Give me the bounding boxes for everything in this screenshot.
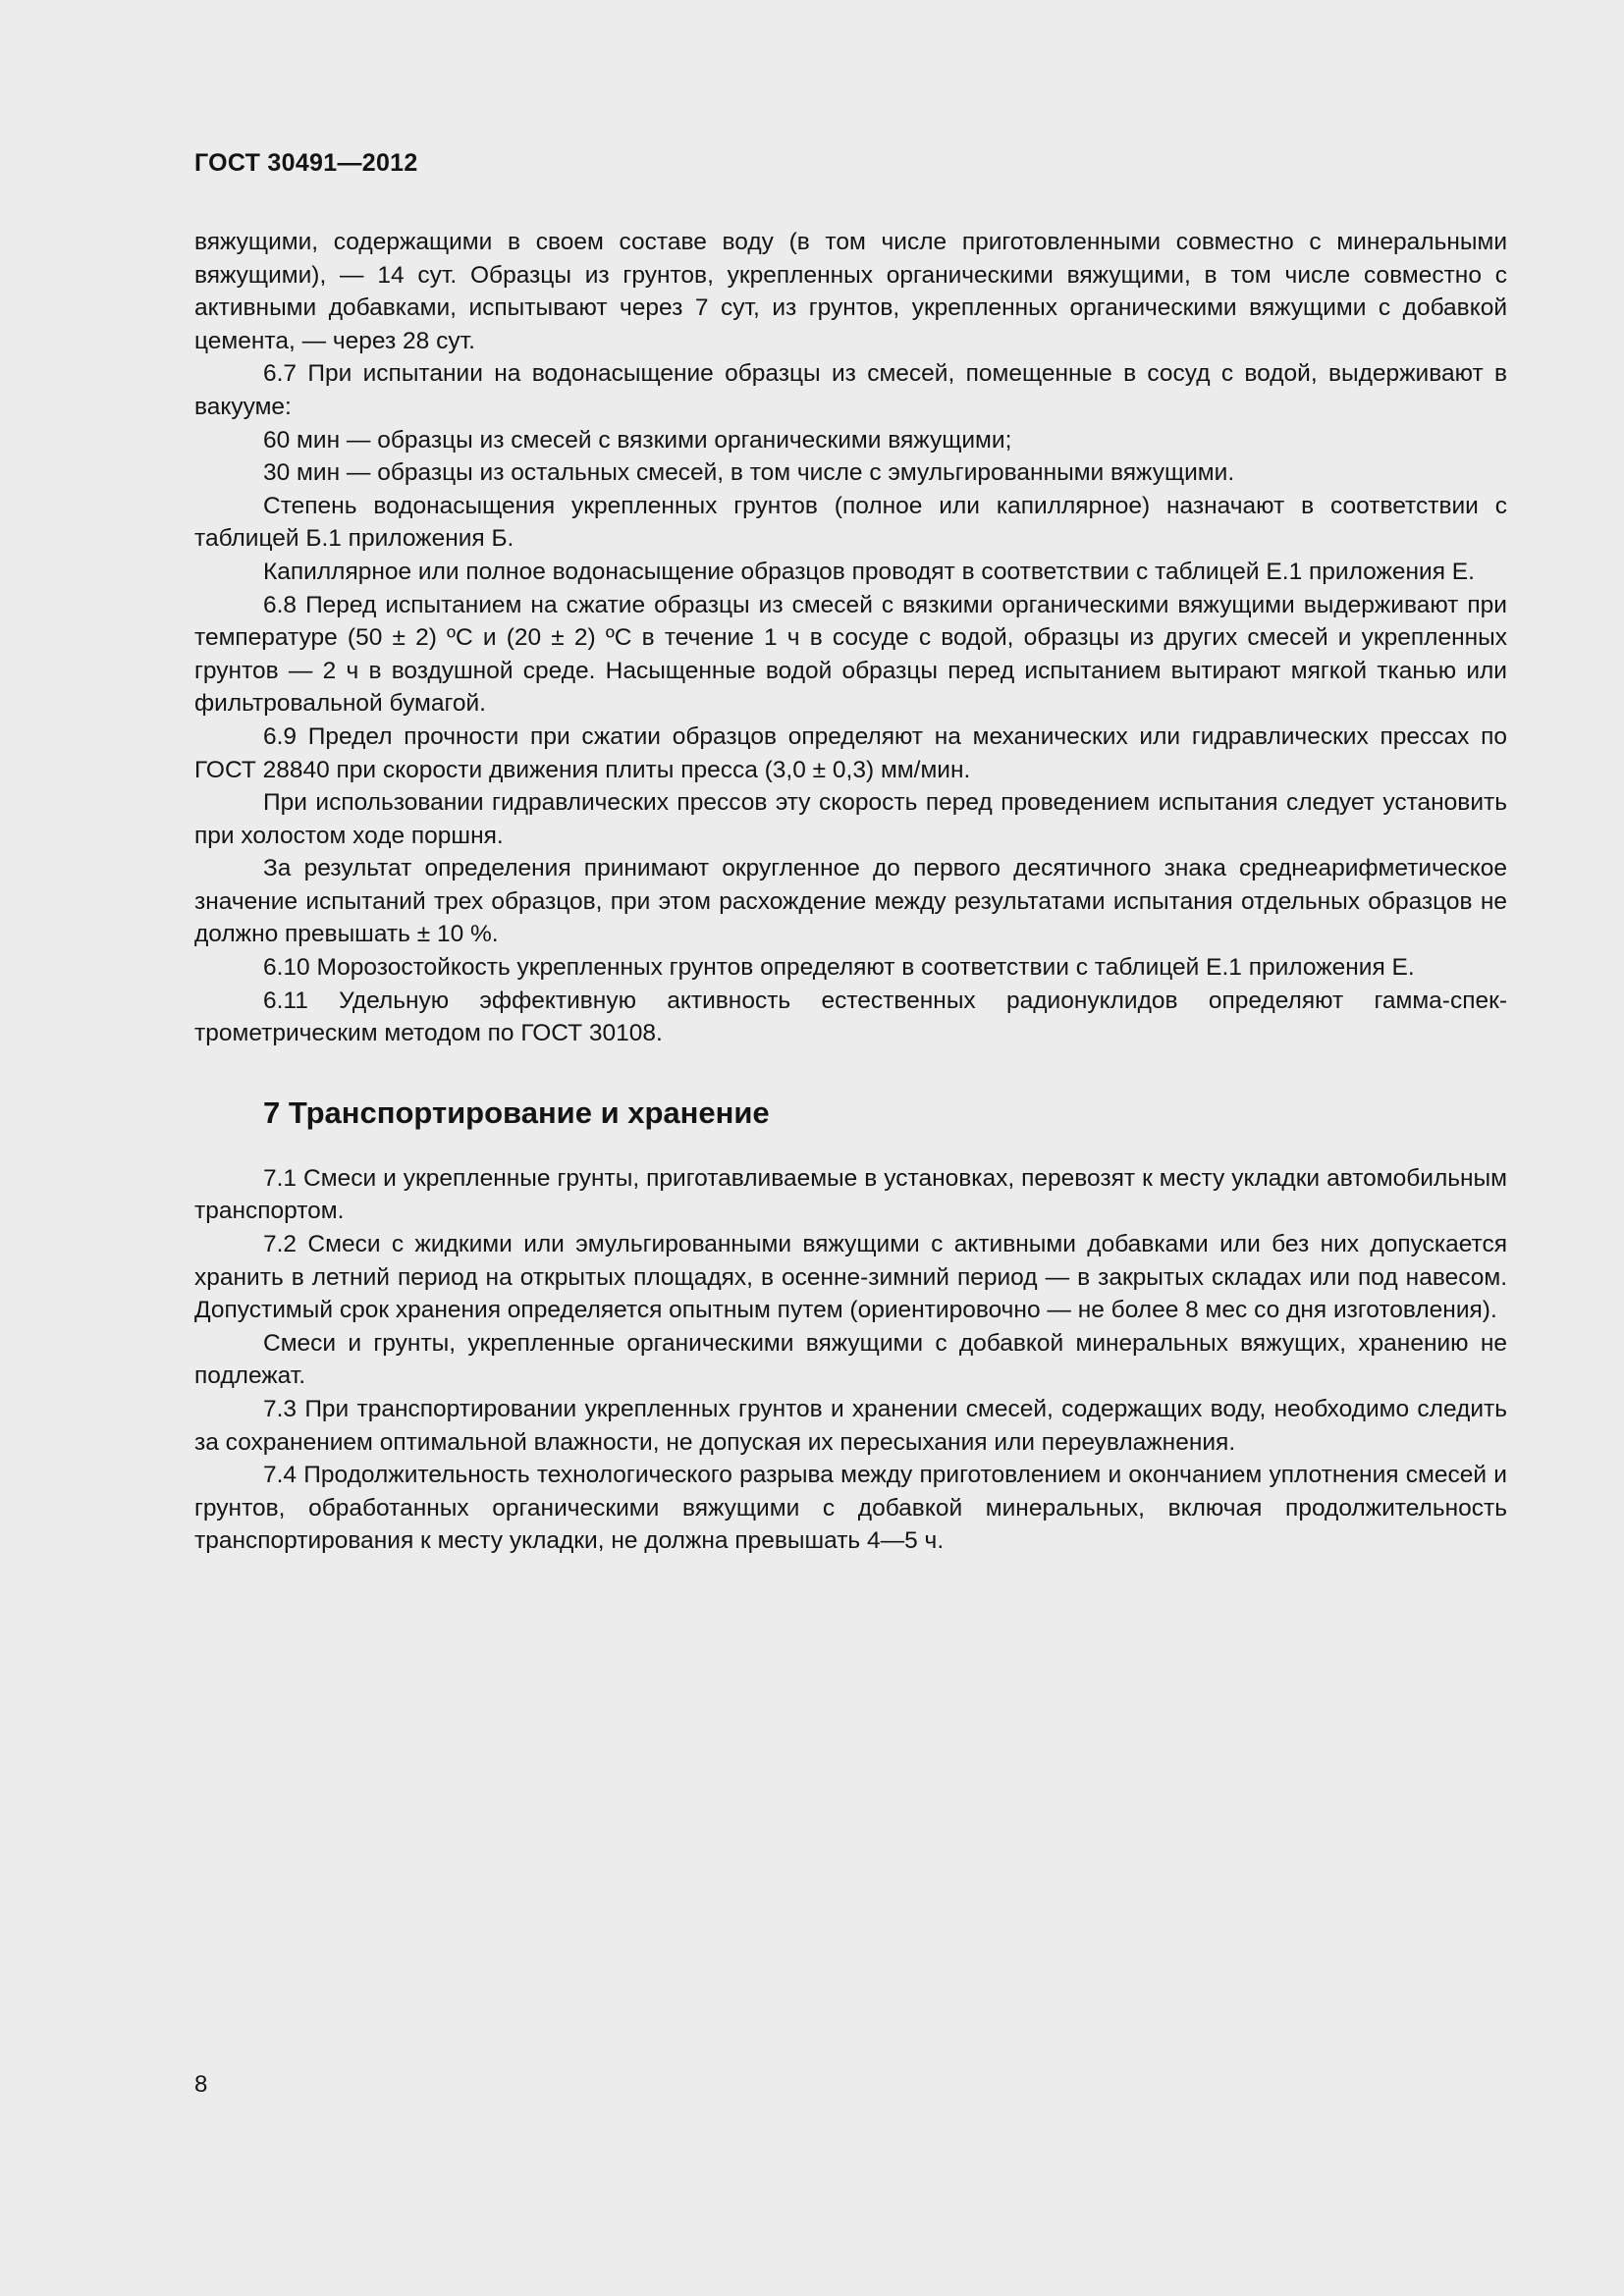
paragraph-6-9: 6.9 Предел прочности при сжатии образцов определяют на механических или гидравлических прессах по ГОСТ 28840 при скорости движения плиты пресса (3,0 ± 0,3) мм/мин. — [194, 722, 1507, 783]
paragraph-6-9-result: За результат определения принимают округленное до первого десятичного знака среднеарифметическое значение испытаний трех образцов, при этом расхождение между результатами испытания отдельных образцов не должно превышать ± 10 %. — [194, 855, 1507, 948]
paragraph-6-7-saturation-method: Капиллярное или полное водонасыщение образцов проводят в соответствии с таблицей Е.1 приложения Е. — [263, 558, 1475, 585]
paragraph-7-1: 7.1 Смеси и укрепленные грунты, приготавливаемые в установках, перевозят к месту укладки автомобильным транспортом. — [194, 1164, 1507, 1225]
page-number: 8 — [194, 2071, 208, 2098]
paragraph-6-7-item-2: 30 мин — образцы из остальных смесей, в том числе с эмульгированными вяжущими. — [263, 459, 1235, 487]
paragraph-6-9-hydraulic: При использовании гидравлических прессов эту скорость перед проведением испытания следует установить при холостом ходе поршня. — [194, 789, 1507, 849]
paragraph-6-8: 6.8 Перед испытанием на сжатие образцы из смесей с вязкими органическими вяжущими выдерживают при температуре (50 ± 2) ºС и (20 ± 2) ºС в течение 1 ч в сосуде с водой, образцы из других смесей и укрепленных грунтов — 2 ч в воздушной среде. Насыщенные водой образцы перед испытанием вытирают мягкой тканью или фильтровальной бумагой. — [194, 591, 1507, 718]
document-header: ГОСТ 30491—2012 — [194, 149, 418, 177]
paragraph-6-7-item-1: 60 мин — образцы из смесей с вязкими органическими вяжущими; — [263, 426, 1012, 454]
paragraph-7-4: 7.4 Продолжительность технологического разрыва между приготовлением и окончанием уплотнения смесей и грунтов, обработанных органическими вяжущими с добавкой минеральных, включая продолжительность транспортирования к месту укладки, не должна превышать 4—5 ч. — [194, 1462, 1507, 1555]
paragraph-6-10: 6.10 Морозостойкость укрепленных грунтов определяют в соответствии с таблицей Е.1 приложения Е. — [263, 954, 1415, 982]
paragraph-7-2: 7.2 Смеси с жидкими или эмульгированными вяжущими с активными добавками или без них допускается хранить в летний период на открытых площадях, в осенне-зимний период — в закрытых складах или под навесом. Допустимый срок хранения определяется опытным путем (ориентировочно — не более 8 мес со дня изготовления). — [194, 1231, 1507, 1324]
section-7-title: 7 Транспортирование и хранение — [263, 1095, 770, 1130]
paragraph-7-2-note: Смеси и грунты, укрепленные органическими вяжущими с добавкой минеральных вяжущих, хранению не подлежат. — [194, 1329, 1507, 1390]
paragraph-6-7: 6.7 При испытании на водонасыщение образцы из смесей, помещенные в сосуд с водой, выдерживают в вакууме: — [194, 360, 1507, 420]
paragraph-7-3: 7.3 При транспортировании укрепленных грунтов и хранении смесей, содержащих воду, необходимо следить за сохранением оптимальной влажности, не допуская их пересыхания или переувлажнения. — [194, 1396, 1507, 1456]
document-body — [194, 226, 1507, 1558]
paragraph-6-7-saturation-degree: Степень водонасыщения укрепленных грунтов (полное или капиллярное) назначают в соответствии с таблицей Б.1 приложения Б. — [194, 492, 1507, 553]
paragraph-6-6-continued: вяжущими, содержащими в своем составе воду (в том числе приготовленными совместно с минеральными вяжущими), — 14 сут. Образцы из грунтов, укрепленных органическими вяжущими, в том числе совместно с активными добавками, испытывают через 7 сут, из грунтов, укрепленных органическими вяжущими с добавкой цемента, — через 28 сут. — [194, 229, 1507, 354]
paragraph-6-11: 6.11 Удельную эффективную активность естественных радионуклидов определяют гамма-спектрометрическим методом по ГОСТ 30108. — [194, 987, 1507, 1047]
